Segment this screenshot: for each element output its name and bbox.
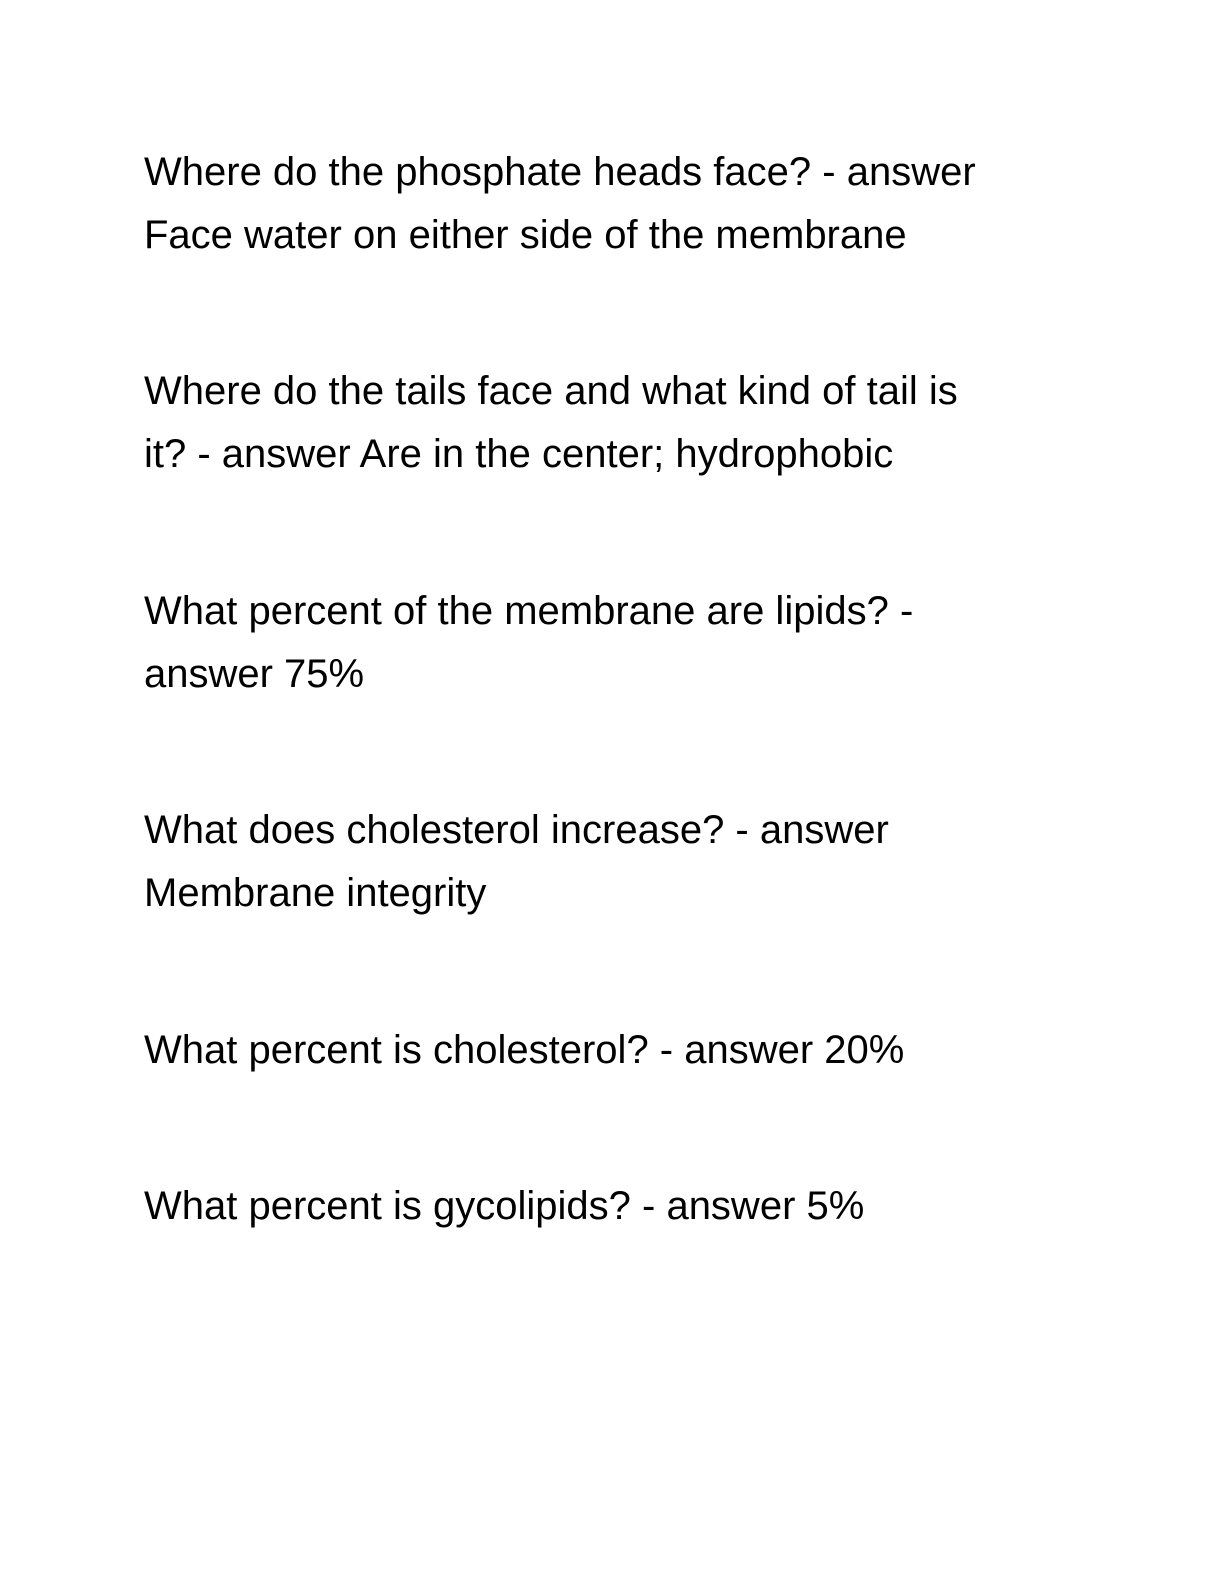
qa-item-glycolipids-percent [144, 1175, 1054, 1238]
qa-line: Where do the tails face and what kind of tail is [144, 369, 958, 413]
qa-item-lipids-percent [144, 580, 1054, 706]
qa-line: Face water on either side of the membrane [144, 213, 907, 257]
qa-line: Membrane integrity [144, 871, 487, 915]
qa-item-cholesterol-percent [144, 1019, 1054, 1082]
qa-line: answer 75% [144, 652, 365, 696]
qa-line: Where do the phosphate heads face? - answer [144, 150, 976, 194]
qa-line: What percent is cholesterol? - answer 20% [144, 1028, 905, 1072]
qa-line: What percent of the membrane are lipids? - [144, 589, 914, 633]
qa-item-cholesterol-increase [144, 799, 1054, 925]
qa-item-tails [144, 360, 1054, 486]
qa-line: What percent is gycolipids? - answer 5% [144, 1184, 865, 1228]
qa-item-phosphate-heads [144, 141, 1054, 267]
qa-line: What does cholesterol increase? - answer [144, 808, 889, 852]
qa-line: it? - answer Are in the center; hydrophobic [144, 432, 894, 476]
